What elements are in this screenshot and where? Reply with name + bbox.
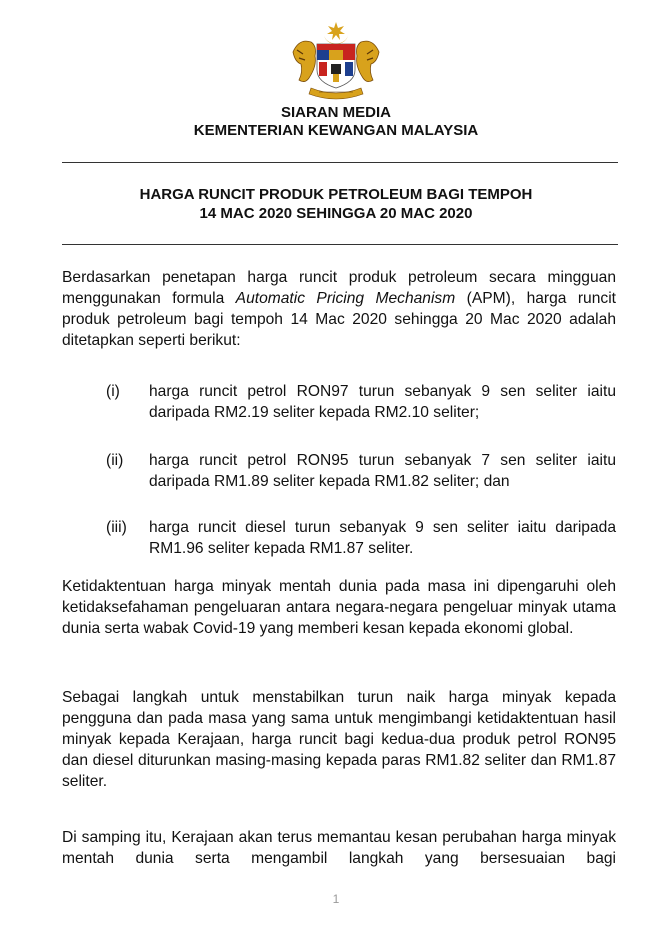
list-item-text: harga runcit petrol RON95 turun sebanyak 7 sen seliter iaitu daripada RM1.89 seliter kepada RM1.82 seliter; dan [149, 452, 616, 490]
paragraph-stabilize: Sebagai langkah untuk menstabilkan turun naik harga minyak kepada pengguna dan pada masa yang sama untuk mengimbangi ketidaktentuan hasil minyak kepada Kerajaan, harga runcit bagi kedua-dua produk petrol RON95 dan diesel diturunkan masing-masing kepada paras RM1.82 seliter dan RM1.87 seliter. [62, 689, 616, 790]
intro-italic-term: Automatic Pricing Mechanism [235, 290, 456, 307]
page-number: 1 [332, 892, 340, 906]
title-line-2: 14 MAC 2020 SEHINGGA 20 MAC 2020 [199, 205, 473, 222]
list-item-text: harga runcit petrol RON97 turun sebanyak 9 sen seliter iaitu daripada RM2.19 seliter kepada RM2.10 seliter; [149, 383, 616, 421]
list-item-number: (ii) [106, 452, 124, 469]
header-line-2: KEMENTERIAN KEWANGAN MALAYSIA [193, 122, 479, 139]
list-item-text: harga runcit diesel turun sebanyak 9 sen seliter iaitu daripada RM1.96 seliter kepada RM1.87 seliter. [149, 519, 616, 557]
paragraph-monitoring: Di samping itu, Kerajaan akan terus memantau kesan perubahan harga minyak mentah dunia serta mengambil langkah yang bersesuaian bagi [62, 829, 616, 867]
list-item-number: (i) [106, 383, 120, 400]
list-item-number: (iii) [106, 519, 127, 536]
divider-top [62, 162, 618, 163]
divider-bottom [62, 244, 618, 245]
malaysia-coat-of-arms-icon [287, 22, 385, 102]
intro-paragraph [62, 267, 616, 351]
intro-text-end: (APM), harga runcit produk petroleum bagi tempoh 14 Mac 2020 sehingga 20 Mac 2020 adalah ditetapkan seperti berikut: [62, 290, 616, 349]
title-line-1: HARGA RUNCIT PRODUK PETROLEUM BAGI TEMPOH [139, 186, 533, 203]
paragraph-uncertainty: Ketidaktentuan harga minyak mentah dunia pada masa ini dipengaruhi oleh ketidaksefahaman pengeluaran antara negara-negara pengeluar minyak utama dunia serta wabak Covid-19 yang memberi kesan kepada ekonomi global. [62, 578, 616, 637]
header-line-1: SIARAN MEDIA [280, 104, 391, 121]
intro-text-start: Berdasarkan penetapan harga runcit produk petroleum secara mingguan menggunakan formula [62, 269, 616, 307]
